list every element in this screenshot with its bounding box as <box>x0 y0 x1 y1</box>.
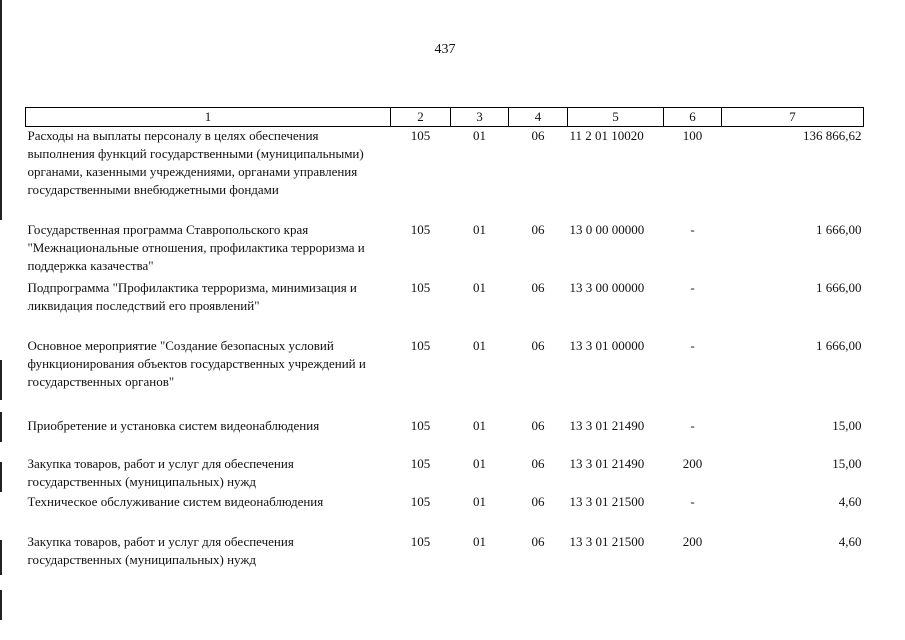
row-cell: 105 <box>410 337 431 353</box>
row-cell: 01 <box>473 128 486 143</box>
row-name: Государственная программа Ставропольского края "Межнациональные отношения, профилактика терроризма и поддержка казачества" <box>27 221 365 273</box>
page-number: 437 <box>434 42 456 57</box>
row-cell: 13 0 00 00000 <box>569 221 645 237</box>
row-cell: 13 3 01 00000 <box>569 337 645 353</box>
row-cell: 200 <box>682 455 703 471</box>
row-amount: 15,00 <box>832 455 862 471</box>
row-name: Основное мероприятие "Создание безопасных условий функционирования объектов государственных учреждений и государственных органов" <box>27 337 366 389</box>
row-cell: 200 <box>682 533 703 549</box>
table-row <box>26 493 864 533</box>
row-cell: 105 <box>410 279 431 295</box>
row-cell: 01 <box>473 337 486 353</box>
row-cell: 13 3 00 00000 <box>569 279 645 295</box>
row-cell: 105 <box>410 493 431 509</box>
column-header: 7 <box>722 108 864 127</box>
row-cell: - <box>690 417 695 433</box>
scan-margin-mark <box>0 540 2 575</box>
row-amount: 4,60 <box>838 493 862 509</box>
row-name: Техническое обслуживание систем видеонаблюдения <box>27 493 324 509</box>
budget-table <box>25 107 864 573</box>
row-cell: 01 <box>473 279 486 295</box>
row-name: Закупка товаров, работ и услуг для обеспечения государственных (муниципальных) нужд <box>27 533 294 567</box>
scan-margin-mark <box>0 360 2 400</box>
row-cell: - <box>690 337 695 353</box>
row-cell: - <box>690 493 695 509</box>
column-header: 6 <box>664 108 722 127</box>
row-cell: 06 <box>531 533 545 549</box>
row-cell: 01 <box>473 493 486 509</box>
scan-margin-mark <box>0 590 2 620</box>
row-cell: 06 <box>531 128 545 143</box>
table-row <box>26 533 864 573</box>
row-cell: 01 <box>473 533 486 549</box>
row-cell: 06 <box>531 493 545 509</box>
row-cell: 06 <box>531 455 545 471</box>
table-row <box>26 127 864 221</box>
row-cell: 105 <box>410 533 431 549</box>
table-row <box>26 455 864 493</box>
row-cell: 06 <box>531 337 545 353</box>
table-row <box>26 337 864 417</box>
row-cell: 06 <box>531 279 545 295</box>
row-amount: 4,60 <box>838 533 862 549</box>
table-row <box>26 221 864 279</box>
row-cell: 06 <box>531 417 545 433</box>
table-header-row <box>26 108 864 127</box>
row-cell: 01 <box>473 417 486 433</box>
row-cell: 11 2 01 10020 <box>569 128 644 143</box>
row-name: Приобретение и установка систем видеонаблюдения <box>27 417 320 433</box>
row-cell: 13 3 01 21490 <box>569 455 645 471</box>
column-header: 1 <box>26 108 391 127</box>
row-cell: 100 <box>682 128 703 143</box>
row-cell: 01 <box>473 455 486 471</box>
table-row <box>26 417 864 455</box>
row-cell: 105 <box>410 417 431 433</box>
row-cell: 06 <box>531 221 545 237</box>
scan-margin-mark <box>0 0 2 220</box>
scan-margin-mark <box>0 462 2 492</box>
row-amount: 1 666,00 <box>816 337 862 353</box>
table-row <box>26 279 864 337</box>
row-name: Расходы на выплаты персоналу в целях обеспечения выполнения функций государственными (муниципальными) органами, казенными учреждениями, органами управления государственными внебюджетными фондами <box>27 128 364 197</box>
row-cell: 105 <box>410 221 431 237</box>
row-name: Закупка товаров, работ и услуг для обеспечения государственных (муниципальных) нужд <box>27 455 294 489</box>
scan-margin-mark <box>0 412 2 442</box>
row-amount: 15,00 <box>832 417 862 433</box>
row-cell: - <box>690 279 695 295</box>
column-header: 2 <box>391 108 451 127</box>
column-header: 5 <box>568 108 664 127</box>
row-cell: 13 3 01 21500 <box>569 493 645 509</box>
row-cell: 13 3 01 21500 <box>569 533 645 549</box>
row-cell: 105 <box>410 128 431 143</box>
row-cell: 01 <box>473 221 486 237</box>
row-cell: 105 <box>410 455 431 471</box>
column-header: 4 <box>509 108 568 127</box>
row-amount: 1 666,00 <box>816 221 862 237</box>
row-amount: 136 866,62 <box>803 128 862 143</box>
row-amount: 1 666,00 <box>816 279 862 295</box>
row-cell: 13 3 01 21490 <box>569 417 645 433</box>
column-header: 3 <box>451 108 509 127</box>
row-name: Подпрограмма "Профилактика терроризма, минимизация и ликвидация последствий его проявлений" <box>27 279 357 313</box>
row-cell: - <box>690 221 695 237</box>
